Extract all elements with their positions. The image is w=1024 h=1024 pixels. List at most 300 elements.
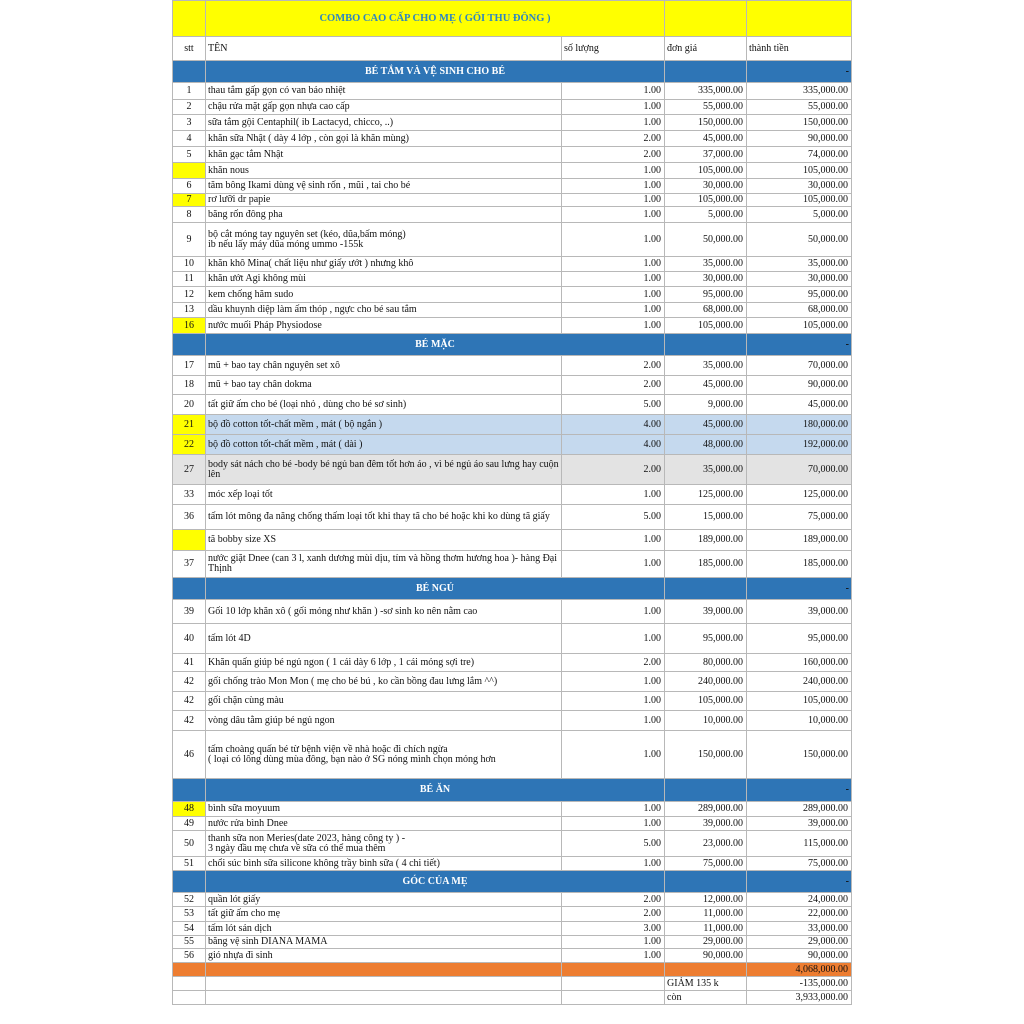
item-unit-price: 185,000.00: [665, 551, 747, 578]
item-unit-price: 80,000.00: [665, 654, 747, 672]
item-line-total: 30,000.00: [747, 272, 852, 287]
item-line-total: 150,000.00: [747, 731, 852, 779]
section-blank-cell: [665, 871, 747, 893]
item-stt: [173, 163, 206, 179]
discount-row: [173, 977, 852, 991]
item-name: bình sữa moyuum: [208, 803, 281, 814]
section-blank-cell: [665, 779, 747, 802]
item-stt: 16: [173, 318, 206, 334]
item-stt: 52: [173, 893, 206, 907]
item-line-total: 90,000.00: [747, 949, 852, 963]
item-quantity: 1.00: [562, 857, 665, 871]
item-quantity: 2.00: [562, 147, 665, 163]
item-line-total: 75,000.00: [747, 505, 852, 530]
item-row: [173, 435, 852, 455]
section-blank-cell: [173, 779, 206, 802]
section-header-row: [173, 779, 852, 802]
item-name-cell: [206, 455, 562, 485]
item-row: [173, 857, 852, 871]
item-line-total: 30,000.00: [747, 179, 852, 194]
item-line-total: 189,000.00: [747, 530, 852, 551]
item-name: mũ + bao tay chân nguyên set xô: [208, 359, 340, 371]
item-name-cell: [206, 672, 562, 692]
item-name: kem chống hăm sudo: [208, 288, 294, 300]
item-name-line2: 3 ngày đầu mẹ chưa về sữa có thể mua thêm: [208, 842, 386, 854]
item-row: [173, 83, 852, 100]
item-line-total: 160,000.00: [747, 654, 852, 672]
item-unit-price: 95,000.00: [665, 287, 747, 303]
item-stt: 12: [173, 287, 206, 303]
item-name-cell: [206, 257, 562, 272]
item-quantity: 1.00: [562, 731, 665, 779]
item-quantity: 1.00: [562, 672, 665, 692]
item-stt: 42: [173, 692, 206, 711]
title-blank-cell: [747, 1, 852, 37]
section-blank-cell: [665, 61, 747, 83]
item-row: [173, 624, 852, 654]
item-unit-price: 90,000.00: [665, 949, 747, 963]
item-quantity: 1.00: [562, 163, 665, 179]
item-name-cell: [206, 817, 562, 831]
title-row: [173, 1, 852, 37]
item-line-total: 24,000.00: [747, 893, 852, 907]
item-quantity: 1.00: [562, 949, 665, 963]
item-name-cell: [206, 287, 562, 303]
item-quantity: 1.00: [562, 600, 665, 624]
header-ten: TÊN: [206, 37, 562, 61]
item-unit-price: 45,000.00: [665, 415, 747, 435]
item-name: rơ lưỡi dr papie: [208, 194, 271, 205]
header-don-gia: đơn giá: [665, 37, 747, 61]
item-row: [173, 672, 852, 692]
item-unit-price: 15,000.00: [665, 505, 747, 530]
item-stt: 4: [173, 131, 206, 147]
item-stt: 9: [173, 223, 206, 257]
item-line-total: 70,000.00: [747, 455, 852, 485]
item-stt: 46: [173, 731, 206, 779]
item-name-cell: [206, 395, 562, 415]
item-stt: 51: [173, 857, 206, 871]
item-line-total: 70,000.00: [747, 356, 852, 376]
section-title: GÓC CỦA MẸ: [206, 871, 665, 893]
item-name: tấm lót mông đa năng chống thấm loại tốt khi thay tã cho bé hoặc khi ko dùng tã giấy: [208, 511, 550, 522]
item-name-cell: [206, 272, 562, 287]
item-name: vòng dâu tằm giúp bé ngủ ngon: [208, 714, 335, 726]
item-name-cell: [206, 435, 562, 455]
item-stt: 3: [173, 115, 206, 131]
item-unit-price: 105,000.00: [665, 318, 747, 334]
item-line-total: 105,000.00: [747, 692, 852, 711]
item-name-cell: [206, 163, 562, 179]
item-stt: [173, 530, 206, 551]
grand-total-value: 4,068,000.00: [747, 963, 852, 977]
remaining-blank-cell: [173, 991, 206, 1005]
item-unit-price: 48,000.00: [665, 435, 747, 455]
item-quantity: 1.00: [562, 530, 665, 551]
total-blank-cell: [665, 963, 747, 977]
item-quantity: 4.00: [562, 435, 665, 455]
item-row: [173, 949, 852, 963]
item-unit-price: 50,000.00: [665, 223, 747, 257]
item-stt: 7: [173, 194, 206, 207]
item-name-cell: [206, 147, 562, 163]
item-line-total: 45,000.00: [747, 395, 852, 415]
item-name-cell: [206, 415, 562, 435]
item-name: nước rửa bình Dnee: [208, 817, 288, 829]
item-stt: 56: [173, 949, 206, 963]
item-quantity: 1.00: [562, 624, 665, 654]
item-name: khăn sữa Nhật ( dày 4 lớp , còn gọi là khăn mùng): [208, 132, 409, 144]
item-line-total: 29,000.00: [747, 936, 852, 949]
item-row: [173, 207, 852, 223]
item-unit-price: 45,000.00: [665, 376, 747, 395]
item-unit-price: 30,000.00: [665, 272, 747, 287]
item-name-cell: [206, 654, 562, 672]
item-name: thau tắm gấp gọn có van bảo nhiệt: [208, 85, 346, 96]
item-stt: 50: [173, 831, 206, 857]
total-blank-cell: [562, 963, 665, 977]
total-blank-cell: [173, 963, 206, 977]
item-line-total: 185,000.00: [747, 551, 852, 578]
item-unit-price: 9,000.00: [665, 395, 747, 415]
item-quantity: 1.00: [562, 551, 665, 578]
item-unit-price: 189,000.00: [665, 530, 747, 551]
item-stt: 18: [173, 376, 206, 395]
item-name-cell: [206, 303, 562, 318]
section-title: BÉ ĂN: [206, 779, 665, 802]
item-line-total: 5,000.00: [747, 207, 852, 223]
remaining-label: còn: [665, 991, 747, 1005]
item-line-total: 150,000.00: [747, 115, 852, 131]
item-stt: 2: [173, 100, 206, 115]
grand-total-row: [173, 963, 852, 977]
item-name-cell: [206, 922, 562, 936]
item-name-cell: [206, 936, 562, 949]
item-stt: 13: [173, 303, 206, 318]
item-quantity: 1.00: [562, 303, 665, 318]
item-row: [173, 395, 852, 415]
item-stt: 42: [173, 711, 206, 731]
header-so-luong: số lượng: [562, 37, 665, 61]
item-line-total: 125,000.00: [747, 485, 852, 505]
item-quantity: 2.00: [562, 907, 665, 922]
header-stt: stt: [173, 37, 206, 61]
item-name-cell: [206, 100, 562, 115]
section-title: BÉ NGỦ: [206, 578, 665, 600]
item-quantity: 1.00: [562, 936, 665, 949]
item-name-cell: [206, 907, 562, 922]
item-name-cell: [206, 505, 562, 530]
item-name-cell: [206, 223, 562, 257]
item-stt: 55: [173, 936, 206, 949]
item-row: [173, 731, 852, 779]
item-name-cell: [206, 131, 562, 147]
item-name: nước muối Pháp Physiodose: [208, 319, 322, 331]
item-quantity: 3.00: [562, 922, 665, 936]
item-row: [173, 907, 852, 922]
item-name: bộ đồ cotton tốt-chất mềm , mát ( bộ ngắn ): [208, 418, 383, 430]
item-stt: 33: [173, 485, 206, 505]
item-name: gối chặn cùng màu: [208, 695, 284, 706]
item-row: [173, 936, 852, 949]
section-header-row: [173, 578, 852, 600]
item-name: băng rốn đông pha: [208, 208, 283, 220]
item-name: móc xếp loại tốt: [208, 488, 273, 500]
item-line-total: 75,000.00: [747, 857, 852, 871]
item-row: [173, 415, 852, 435]
item-quantity: 2.00: [562, 455, 665, 485]
section-title: BÉ MẶC: [206, 334, 665, 356]
item-stt: 5: [173, 147, 206, 163]
item-quantity: 4.00: [562, 415, 665, 435]
item-row: [173, 654, 852, 672]
item-line-total: 180,000.00: [747, 415, 852, 435]
item-line-total: 240,000.00: [747, 672, 852, 692]
item-stt: 48: [173, 802, 206, 817]
item-name: bộ cắt móng tay nguyên set (kéo, dũa,bấm móng): [208, 228, 406, 240]
item-line-total: 39,000.00: [747, 817, 852, 831]
item-line-total: 90,000.00: [747, 131, 852, 147]
item-row: [173, 600, 852, 624]
item-line-total: 74,000.00: [747, 147, 852, 163]
item-row: [173, 163, 852, 179]
item-quantity: 1.00: [562, 318, 665, 334]
item-name-cell: [206, 949, 562, 963]
item-unit-price: 125,000.00: [665, 485, 747, 505]
item-line-total: 95,000.00: [747, 287, 852, 303]
section-title: BÉ TẮM VÀ VỆ SINH CHO BÉ: [206, 61, 665, 83]
discount-value: -135,000.00: [747, 977, 852, 991]
item-unit-price: 335,000.00: [665, 83, 747, 100]
item-stt: 27: [173, 455, 206, 485]
item-stt: 54: [173, 922, 206, 936]
item-quantity: 1.00: [562, 223, 665, 257]
section-total: -: [747, 779, 852, 802]
item-stt: 53: [173, 907, 206, 922]
item-line-total: 289,000.00: [747, 802, 852, 817]
item-unit-price: 105,000.00: [665, 692, 747, 711]
item-row: [173, 817, 852, 831]
item-unit-price: 45,000.00: [665, 131, 747, 147]
item-name: gối chống trào Mon Mon ( mẹ cho bé bú , ko cần bồng đau lưng lắm ^^): [208, 675, 498, 687]
item-quantity: 1.00: [562, 692, 665, 711]
item-name: Khăn quấn giúp bé ngủ ngon ( 1 cái dày 6 lớp , 1 cái mỏng sợi tre): [208, 656, 475, 668]
item-row: [173, 711, 852, 731]
item-line-total: 39,000.00: [747, 600, 852, 624]
item-quantity: 5.00: [562, 395, 665, 415]
item-line-total: 335,000.00: [747, 83, 852, 100]
item-name: tấm choàng quấn bé từ bệnh viện về nhà hoặc đi chích ngừa: [208, 743, 448, 755]
item-quantity: 1.00: [562, 287, 665, 303]
header-row: [173, 37, 852, 61]
item-line-total: 22,000.00: [747, 907, 852, 922]
item-quantity: 2.00: [562, 654, 665, 672]
item-unit-price: 23,000.00: [665, 831, 747, 857]
discount-blank-cell: [206, 977, 562, 991]
title-blank-cell: [665, 1, 747, 37]
item-name-line2: ( loại có lông dùng mùa đông, bạn nào ở SG nóng mình chọn mỏng hơn: [208, 753, 496, 765]
item-stt: 40: [173, 624, 206, 654]
item-row: [173, 194, 852, 207]
item-name-cell: [206, 600, 562, 624]
section-header-row: [173, 871, 852, 893]
item-unit-price: 35,000.00: [665, 455, 747, 485]
item-unit-price: 35,000.00: [665, 257, 747, 272]
item-row: [173, 147, 852, 163]
item-row: [173, 802, 852, 817]
item-line-total: 105,000.00: [747, 318, 852, 334]
item-unit-price: 10,000.00: [665, 711, 747, 731]
item-quantity: 2.00: [562, 376, 665, 395]
section-header-row: [173, 61, 852, 83]
item-name: khăn nous: [208, 164, 249, 176]
item-line-total: 192,000.00: [747, 435, 852, 455]
item-name-cell: [206, 711, 562, 731]
item-unit-price: 105,000.00: [665, 163, 747, 179]
item-name: tấm lót 4D: [208, 632, 251, 644]
discount-blank-cell: [173, 977, 206, 991]
item-unit-price: 150,000.00: [665, 731, 747, 779]
section-blank-cell: [173, 871, 206, 893]
item-stt: 42: [173, 672, 206, 692]
item-name: gió nhựa đi sinh: [208, 949, 273, 961]
item-name: tấm lót sản dịch: [208, 922, 272, 934]
item-name-cell: [206, 802, 562, 817]
remaining-blank-cell: [562, 991, 665, 1005]
section-total: -: [747, 578, 852, 600]
item-quantity: 1.00: [562, 257, 665, 272]
item-unit-price: 289,000.00: [665, 802, 747, 817]
item-row: [173, 530, 852, 551]
item-line-total: 95,000.00: [747, 624, 852, 654]
item-unit-price: 95,000.00: [665, 624, 747, 654]
item-name-cell: [206, 857, 562, 871]
item-name-cell: [206, 356, 562, 376]
item-name: chổi súc bình sữa silicone không trầy bình sữa ( 4 chi tiết): [208, 857, 440, 869]
discount-label: GIẢM 135 k: [665, 977, 747, 991]
item-name-cell: [206, 207, 562, 223]
item-name: nước giặt Dnee (can 3 l, xanh dương mùi dịu, tím và hồng thơm hương hoa )- hàng Đại Thịnh: [208, 553, 558, 574]
item-name: tã bobby size XS: [208, 534, 277, 545]
section-total: -: [747, 61, 852, 83]
item-stt: 10: [173, 257, 206, 272]
item-stt: 17: [173, 356, 206, 376]
item-row: [173, 131, 852, 147]
title-blank-cell: [173, 1, 206, 37]
item-name: body sát nách cho bé -body bé ngủ ban đêm tốt hơn áo , vì bé ngủ áo sau lưng hay cuộn lên: [208, 458, 559, 480]
item-quantity: 2.00: [562, 893, 665, 907]
item-row: [173, 922, 852, 936]
item-line-total: 33,000.00: [747, 922, 852, 936]
item-name-cell: [206, 624, 562, 654]
item-name-cell: [206, 731, 562, 779]
item-quantity: 1.00: [562, 83, 665, 100]
item-stt: 6: [173, 179, 206, 194]
item-unit-price: 29,000.00: [665, 936, 747, 949]
item-quantity: 1.00: [562, 100, 665, 115]
item-row: [173, 455, 852, 485]
item-stt: 11: [173, 272, 206, 287]
item-name-cell: [206, 318, 562, 334]
item-unit-price: 35,000.00: [665, 356, 747, 376]
item-name: quần lót giấy: [208, 893, 261, 905]
item-stt: 1: [173, 83, 206, 100]
item-row: [173, 318, 852, 334]
item-name-cell: [206, 485, 562, 505]
item-name-cell: [206, 551, 562, 578]
item-name: bộ đồ cotton tốt-chất mềm , mát ( dài ): [208, 438, 363, 450]
item-quantity: 1.00: [562, 485, 665, 505]
item-name-cell: [206, 893, 562, 907]
item-quantity: 2.00: [562, 131, 665, 147]
item-unit-price: 37,000.00: [665, 147, 747, 163]
item-row: [173, 356, 852, 376]
item-row: [173, 692, 852, 711]
item-row: [173, 100, 852, 115]
item-name-cell: [206, 194, 562, 207]
item-name: chậu rửa mặt gấp gọn nhựa cao cấp: [208, 101, 350, 112]
section-total: -: [747, 871, 852, 893]
item-line-total: 35,000.00: [747, 257, 852, 272]
item-unit-price: 11,000.00: [665, 922, 747, 936]
item-quantity: 1.00: [562, 711, 665, 731]
item-line-total: 115,000.00: [747, 831, 852, 857]
item-stt: 36: [173, 505, 206, 530]
item-name-cell: [206, 530, 562, 551]
section-blank-cell: [173, 61, 206, 83]
item-name-cell: [206, 376, 562, 395]
item-name: dầu khuynh diệp làm ấm thóp , ngực cho bé sau tắm: [208, 304, 417, 315]
item-unit-price: 30,000.00: [665, 179, 747, 194]
item-stt: 21: [173, 415, 206, 435]
item-stt: 8: [173, 207, 206, 223]
item-unit-price: 55,000.00: [665, 100, 747, 115]
item-unit-price: 39,000.00: [665, 817, 747, 831]
item-name-cell: [206, 831, 562, 857]
item-name: thanh sữa non Meries(date 2023, hàng công ty ) -: [208, 832, 406, 844]
item-name-cell: [206, 83, 562, 100]
header-thanh-tien: thành tiền: [747, 37, 852, 61]
section-total: -: [747, 334, 852, 356]
item-row: [173, 179, 852, 194]
item-unit-price: 39,000.00: [665, 600, 747, 624]
item-row: [173, 551, 852, 578]
item-name: Gối 10 lớp khăn xô ( gối mỏng như khăn ) -sơ sinh ko nên nằm cao: [208, 605, 478, 617]
item-row: [173, 272, 852, 287]
item-unit-price: 11,000.00: [665, 907, 747, 922]
item-stt: 41: [173, 654, 206, 672]
item-name: khăn gạc tắm Nhật: [208, 148, 284, 160]
item-line-total: 68,000.00: [747, 303, 852, 318]
item-row: [173, 115, 852, 131]
item-name: sữa tắm gội Centaphil( ib Lactacyd, chicco, ..): [208, 116, 394, 128]
item-row: [173, 893, 852, 907]
remaining-value: 3,933,000.00: [747, 991, 852, 1005]
item-quantity: 2.00: [562, 356, 665, 376]
section-blank-cell: [665, 334, 747, 356]
item-stt: 37: [173, 551, 206, 578]
item-quantity: 1.00: [562, 817, 665, 831]
item-row: [173, 257, 852, 272]
item-quantity: 1.00: [562, 179, 665, 194]
item-unit-price: 12,000.00: [665, 893, 747, 907]
item-unit-price: 240,000.00: [665, 672, 747, 692]
item-row: [173, 505, 852, 530]
item-row: [173, 287, 852, 303]
item-row: [173, 485, 852, 505]
item-line-total: 10,000.00: [747, 711, 852, 731]
item-quantity: 1.00: [562, 194, 665, 207]
